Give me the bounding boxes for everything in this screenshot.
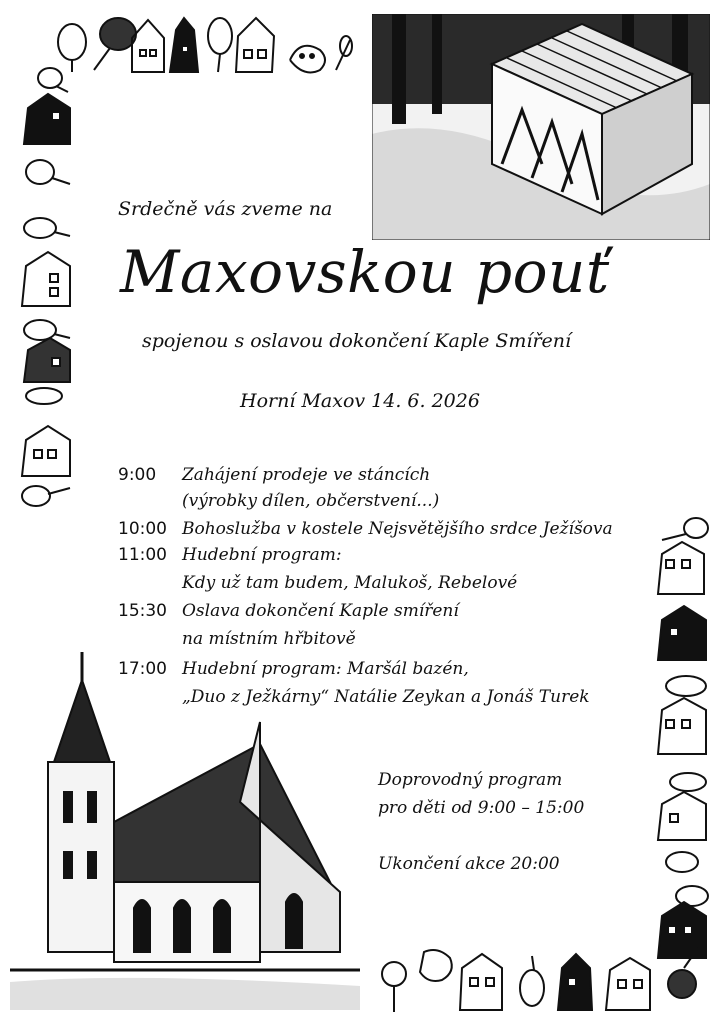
program-time: 11:00 xyxy=(118,545,167,565)
program-desc: Bohoslužba v kostele Nejsvětějšího srdce Ježíšova xyxy=(182,519,613,539)
program-desc-cont: „Duo z Ježkárny“ Natálie Zeykan a Jonáš Turek xyxy=(182,687,590,707)
program-item xyxy=(118,542,342,568)
doodle-border-right xyxy=(652,510,724,970)
program-time: 9:00 xyxy=(118,465,157,485)
program-time: 10:00 xyxy=(118,519,167,539)
program-time: 17:00 xyxy=(118,659,167,679)
doodle-border-bottom xyxy=(362,940,724,1024)
program-desc-cont: (výrobky dílen, občerstvení...) xyxy=(182,491,440,511)
event-end-time: Ukončení akce 20:00 xyxy=(378,854,560,874)
program-item xyxy=(118,516,613,542)
event-subtitle: spojenou s oslavou dokončení Kaple Smíření xyxy=(142,330,572,352)
program-desc: Hudební program: Maršál bazén, xyxy=(182,659,469,679)
event-place-date: Horní Maxov 14. 6. 2026 xyxy=(240,390,480,412)
program-item xyxy=(118,462,430,488)
program-desc: Oslava dokončení Kaple smíření xyxy=(182,601,459,621)
invitation-text: Srdečně vás zveme na xyxy=(118,198,333,220)
program-desc: Zahájení prodeje ve stáncích xyxy=(182,465,431,485)
program-item xyxy=(118,656,469,682)
program-item xyxy=(118,598,459,624)
side-program-line1: Doprovodný program xyxy=(378,770,563,790)
program-desc-cont: na místním hřbitově xyxy=(182,629,356,649)
chapel-illustration xyxy=(372,14,710,240)
program-time: 15:30 xyxy=(118,601,167,621)
program-desc: Hudební program: xyxy=(182,545,342,565)
program-desc-cont: Kdy už tam budem, Malukoš, Rebelové xyxy=(182,573,518,593)
side-program-line2: pro děti od 9:00 – 15:00 xyxy=(378,798,585,818)
event-title: Maxovskou pouť xyxy=(120,238,610,306)
doodle-border-left xyxy=(0,60,76,510)
